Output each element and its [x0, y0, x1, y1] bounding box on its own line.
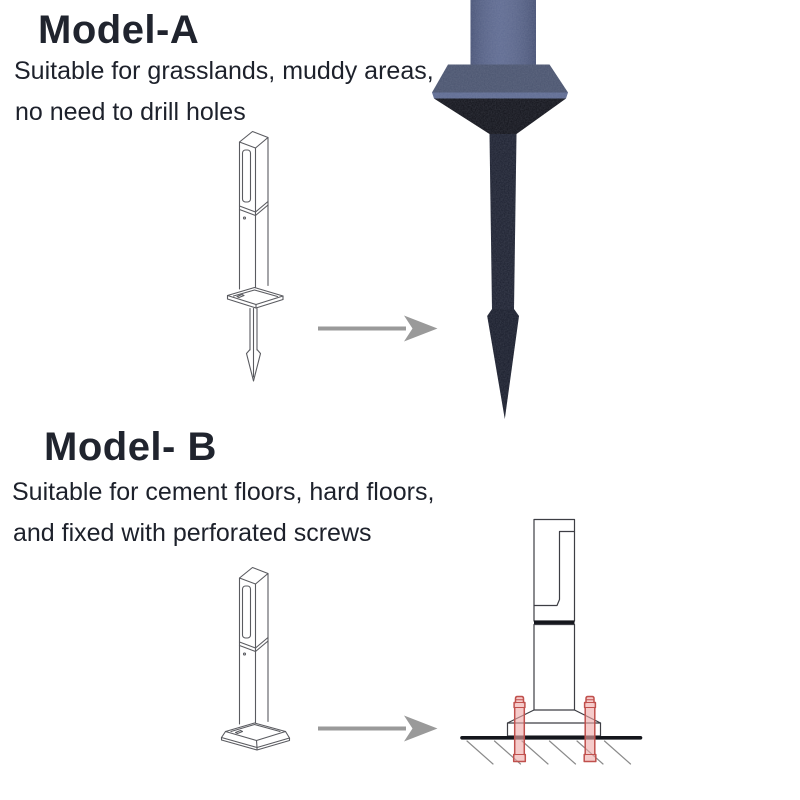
arrow-shaft — [318, 727, 406, 731]
model-b-description-line2: and fixed with perforated screws — [13, 519, 372, 547]
model-a-description-line1: Suitable for grasslands, muddy areas, — [14, 57, 434, 85]
ground-hatching — [467, 741, 631, 764]
model-a-line-drawing — [228, 132, 284, 382]
model-b-description-line1: Suitable for cement floors, hard floors, — [12, 478, 435, 506]
model-b-line-drawing — [222, 568, 290, 751]
lamp-window-slot — [243, 150, 251, 202]
post-body-outline — [240, 568, 269, 732]
lamp-window-slot — [534, 532, 575, 606]
post-front-view — [534, 520, 575, 711]
arrow-right-icon — [318, 316, 438, 342]
anchor-screw-icon — [584, 697, 596, 762]
model-a-description-line2: no need to drill holes — [15, 98, 246, 126]
spike-base-plate — [228, 288, 284, 309]
model-b-installation-drawing — [462, 520, 641, 765]
photo-texture — [425, 0, 575, 425]
model-a-title: Model-A — [38, 8, 200, 52]
flat-base-plate — [222, 723, 290, 750]
post-body-outline — [240, 132, 269, 296]
arrow-shaft — [318, 327, 406, 331]
arrow-right-icon — [318, 716, 438, 742]
lamp-window-slot — [243, 586, 251, 638]
seam-lines — [240, 202, 269, 216]
ground-spike-outline — [247, 309, 261, 382]
model-a-product-photo — [425, 0, 575, 425]
arrow-head — [404, 716, 438, 742]
seam-lines — [240, 638, 269, 652]
model-b-title: Model- B — [44, 425, 217, 469]
arrow-head — [404, 316, 438, 342]
anchor-screw-icon — [514, 697, 526, 762]
